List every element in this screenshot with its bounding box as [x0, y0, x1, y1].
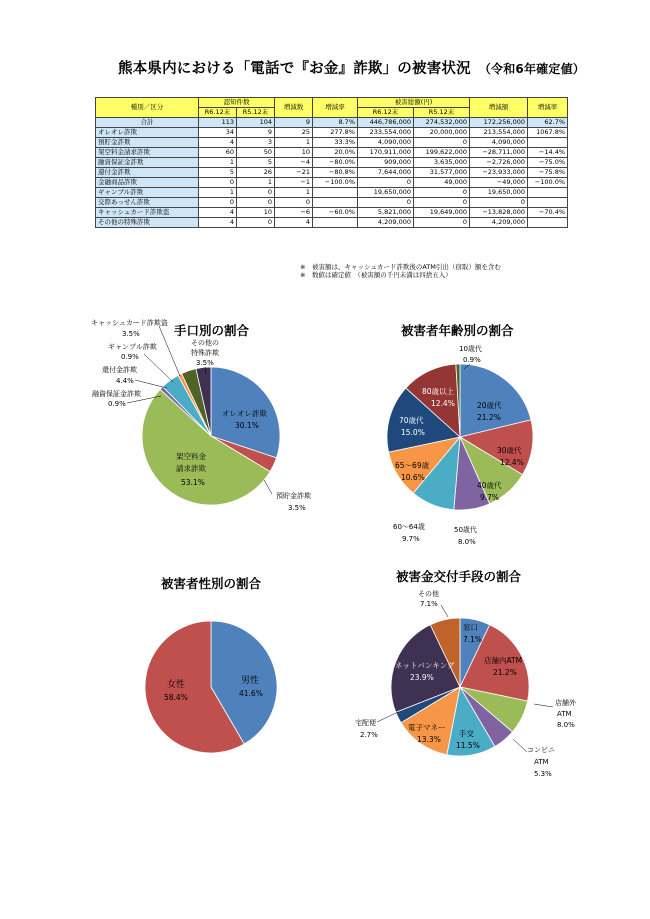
- pct-age70: 15.0%: [401, 428, 425, 437]
- cell-ar: −100.0%: [528, 178, 568, 188]
- pct-emoney: 13.3%: [417, 735, 441, 744]
- label-ore: オレオレ詐欺: [222, 409, 267, 418]
- cell-c6: 0: [199, 198, 237, 208]
- cell-c6: 0: [199, 178, 237, 188]
- cell-c6: 34: [199, 128, 237, 138]
- label-konbini1: コンビニ: [527, 746, 555, 754]
- cell-ad: 213,554,000: [470, 128, 528, 138]
- header-diff: 増減数: [275, 98, 313, 118]
- cell-a6: 4,209,000: [358, 218, 414, 228]
- header-amount-diff: 増減額: [470, 98, 528, 118]
- cell-c5: 1: [237, 178, 275, 188]
- pct-shuko: 11.5%: [456, 741, 480, 750]
- pct-kaku: 53.1%: [181, 478, 205, 487]
- pct-tenponai: 21.2%: [493, 668, 517, 677]
- cell-a5: 274,532,000: [414, 118, 470, 128]
- cell-cd: −1: [275, 178, 313, 188]
- cell-c6: 4: [199, 218, 237, 228]
- label-tenpogai2: ATM: [557, 710, 572, 718]
- row-name: 架空料金請求詐欺: [96, 148, 199, 158]
- cell-cd: 25: [275, 128, 313, 138]
- pct-age30: 12.4%: [500, 458, 524, 467]
- cell-c5: 0: [237, 218, 275, 228]
- cell-ad: −13,828,000: [470, 208, 528, 218]
- pct-gamble: 0.9%: [121, 353, 139, 361]
- cell-a6: 0: [358, 198, 414, 208]
- cell-c5: 3: [237, 138, 275, 148]
- chart4-title: 被害金交付手段の割合: [396, 569, 522, 584]
- header-r6: R6.12末: [199, 108, 237, 118]
- cell-c6: 1: [199, 158, 237, 168]
- cell-c5: 10: [237, 208, 275, 218]
- cell-ar: −70.4%: [528, 208, 568, 218]
- cell-cd: 10: [275, 148, 313, 158]
- header-amount: 被害総額(円): [358, 98, 470, 108]
- label-emoney: 電子マネー: [408, 723, 446, 732]
- row-name: ギャンブル詐欺: [96, 188, 199, 198]
- label-female: 女性: [167, 680, 186, 690]
- pie-gender: [145, 621, 277, 753]
- pct-konbini: 5.3%: [534, 770, 552, 778]
- pct-yushi: 0.9%: [108, 400, 126, 408]
- cell-c6: 60: [199, 148, 237, 158]
- label-sono2: 特殊詐欺: [191, 349, 219, 357]
- cell-a5: 49,000: [414, 178, 470, 188]
- cell-cd: −6: [275, 208, 313, 218]
- cell-c5: 50: [237, 148, 275, 158]
- cell-cd: 4: [275, 218, 313, 228]
- label-kaku1: 架空料金: [176, 452, 206, 461]
- cell-cd: −4: [275, 158, 313, 168]
- cell-ad: −28,711,000: [470, 148, 528, 158]
- header-r5-amount: R5.12末: [414, 108, 470, 118]
- cell-ad: 4,209,000: [470, 218, 528, 228]
- label-netbank: ネットバンキング: [395, 661, 455, 670]
- cell-c6: 4: [199, 138, 237, 148]
- row-name: 融資保証金詐欺: [96, 158, 199, 168]
- label-tenponai: 店舗内ATM: [484, 656, 523, 665]
- cell-ar: −14.4%: [528, 148, 568, 158]
- pct-age50: 8.0%: [458, 538, 476, 546]
- header-type: 種別／区分: [96, 98, 199, 118]
- pct-age80: 12.4%: [431, 399, 455, 408]
- pct-cash: 3.5%: [122, 330, 140, 338]
- cell-a6: 7,644,000: [358, 168, 414, 178]
- label-yocho: 預貯金詐欺: [276, 492, 311, 500]
- pct-other: 7.1%: [420, 600, 438, 608]
- note-1: ※ 被害額は、キャッシュカード詐欺後のATM引出（窃取）額を含む: [300, 263, 501, 271]
- title-sub: （令和6年確定値）: [478, 62, 585, 76]
- cell-cd: 1: [275, 188, 313, 198]
- pct-female: 58.4%: [164, 693, 188, 702]
- cell-a5: 0: [414, 198, 470, 208]
- pct-age40: 9.7%: [480, 493, 500, 502]
- header-amount-rate: 増減率: [528, 98, 568, 118]
- label-age60: 60～64歳: [393, 523, 425, 531]
- cell-cd: 1: [275, 138, 313, 148]
- cell-ar: −75.0%: [528, 158, 568, 168]
- label-age10: 10歳代: [459, 345, 482, 353]
- label-age40: 40歳代: [477, 481, 502, 490]
- cell-c5: 0: [237, 198, 275, 208]
- cell-ad: 19,650,000: [470, 188, 528, 198]
- pct-sono: 3.5%: [196, 359, 214, 367]
- cell-cr: −100.0%: [313, 178, 358, 188]
- pct-age65: 10.6%: [401, 473, 425, 482]
- header-r5: R5.12末: [237, 108, 275, 118]
- pct-kanpu: 4.4%: [116, 377, 134, 385]
- cell-c5: 104: [237, 118, 275, 128]
- chart1-title: 手口別の割合: [174, 323, 250, 338]
- cell-ad: 0: [470, 198, 528, 208]
- label-age30: 30歳代: [497, 446, 522, 455]
- pie-age: [387, 364, 533, 510]
- cell-c5: 5: [237, 158, 275, 168]
- label-age80: 80歳以上: [422, 387, 455, 396]
- cell-ar: 62.7%: [528, 118, 568, 128]
- label-sono1: その他の: [191, 339, 219, 347]
- cell-a6: 446,786,000: [358, 118, 414, 128]
- header-rate: 増減率: [313, 98, 358, 118]
- cell-a5: 31,577,000: [414, 168, 470, 178]
- label-age50: 50歳代: [454, 526, 477, 534]
- label-takuhai: 宅配便: [355, 719, 376, 727]
- cell-a6: 909,000: [358, 158, 414, 168]
- cell-cd: −21: [275, 168, 313, 178]
- row-name: キャッシュカード詐欺盗: [96, 208, 199, 218]
- pct-age10: 0.9%: [463, 356, 481, 364]
- cell-ar: 1067.8%: [528, 128, 568, 138]
- label-madoguchi: 窓口: [463, 623, 478, 632]
- cell-a6: 170,911,000: [358, 148, 414, 158]
- cell-cr: −60.0%: [313, 208, 358, 218]
- pct-age60: 9.7%: [402, 535, 420, 543]
- chart3-title: 被害者性別の割合: [161, 576, 262, 591]
- label-age20: 20歳代: [477, 401, 502, 410]
- pct-male: 41.6%: [239, 689, 263, 698]
- pct-age20: 21.2%: [477, 413, 501, 422]
- cell-cr: 33.3%: [313, 138, 358, 148]
- row-name: その他の特殊詐欺: [96, 218, 199, 228]
- label-age65: 65～69歳: [395, 461, 430, 470]
- label-male: 男性: [241, 676, 260, 686]
- cell-ad: −2,726,000: [470, 158, 528, 168]
- cell-a6: 5,821,000: [358, 208, 414, 218]
- row-name: 交際あっせん詐欺: [96, 198, 199, 208]
- cell-cd: 9: [275, 118, 313, 128]
- title-main: 熊本県内における「電話で『お金』詐欺」の被害状況: [118, 61, 471, 77]
- cell-a5: 0: [414, 138, 470, 148]
- pie-method: [142, 367, 280, 505]
- cell-a5: 199,622,000: [414, 148, 470, 158]
- cell-a5: 0: [414, 218, 470, 228]
- cell-c5: 0: [237, 188, 275, 198]
- cell-a5: 0: [414, 188, 470, 198]
- cell-c5: 9: [237, 128, 275, 138]
- cell-cr: 277.8%: [313, 128, 358, 138]
- label-other: その他: [418, 590, 439, 598]
- pct-netbank: 23.9%: [410, 673, 434, 682]
- cell-a6: 4,090,000: [358, 138, 414, 148]
- cell-a6: 233,554,000: [358, 128, 414, 138]
- cell-a6: 19,650,000: [358, 188, 414, 198]
- cell-cr: 8.7%: [313, 118, 358, 128]
- cell-ad: −49,000: [470, 178, 528, 188]
- label-gamble: ギャンブル詐欺: [108, 343, 157, 351]
- cell-ar: −75.8%: [528, 168, 568, 178]
- label-kanpu: 還付金詐欺: [102, 366, 137, 374]
- cell-cr: −80.0%: [313, 158, 358, 168]
- pct-ore: 30.1%: [235, 421, 259, 430]
- cell-a5: 3,635,000: [414, 158, 470, 168]
- cell-a6: 0: [358, 178, 414, 188]
- cell-a5: 20,000,000: [414, 128, 470, 138]
- cell-ad: 4,090,000: [470, 138, 528, 148]
- row-name: オレオレ詐欺: [96, 128, 199, 138]
- pct-yocho: 3.5%: [288, 504, 306, 512]
- chart2-title: 被害者年齢別の割合: [401, 323, 514, 338]
- cell-c6: 5: [199, 168, 237, 178]
- cell-a5: 19,649,000: [414, 208, 470, 218]
- note-2: ※ 数値は確定値 （被害額の千円未満は四捨五入）: [300, 271, 452, 279]
- cell-c6: 113: [199, 118, 237, 128]
- label-yushi: 融資保証金詐欺: [92, 390, 141, 398]
- row-name: 預貯金詐欺: [96, 138, 199, 148]
- cell-c6: 4: [199, 208, 237, 218]
- header-r6-amount: R6.12末: [358, 108, 414, 118]
- label-shuko: 手交: [459, 729, 474, 738]
- cell-ad: −23,933,000: [470, 168, 528, 178]
- pct-takuhai: 2.7%: [360, 731, 378, 739]
- row-name: 還付金詐欺: [96, 168, 199, 178]
- row-name: 金融商品詐欺: [96, 178, 199, 188]
- header-cases: 認知件数: [199, 98, 275, 108]
- row-name: 合計: [96, 118, 199, 128]
- label-konbini2: ATM: [534, 758, 549, 766]
- cell-c6: 1: [199, 188, 237, 198]
- cell-c5: 26: [237, 168, 275, 178]
- pct-madoguchi: 7.1%: [463, 635, 483, 644]
- cell-cr: 20.0%: [313, 148, 358, 158]
- label-tenpogai1: 店舗外: [555, 699, 576, 707]
- cell-cd: 0: [275, 198, 313, 208]
- label-kaku2: 請求詐欺: [176, 464, 206, 473]
- label-age70: 70歳代: [399, 416, 424, 425]
- pct-tenpogai: 8.0%: [557, 721, 575, 729]
- cell-cr: −80.8%: [313, 168, 358, 178]
- label-cash: キャッシュカード詐欺盗: [91, 319, 168, 327]
- cell-ad: 172,256,000: [470, 118, 528, 128]
